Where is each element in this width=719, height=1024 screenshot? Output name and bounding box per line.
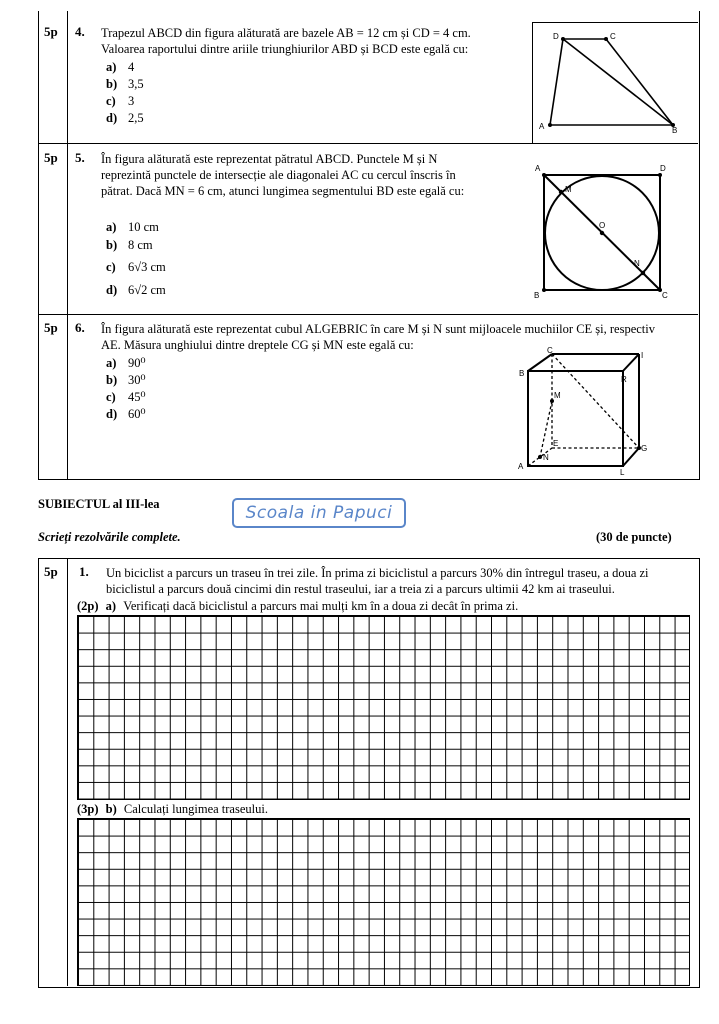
p1-part-b-text: Calculați lungimea traseului. [123, 802, 268, 816]
q6-text-line1: În figura alăturată este reprezentat cubul ALGEBRIC în care M și N sunt mijloacele muchiilor CE și, respectiv [101, 322, 655, 336]
p1-part-b-label: b) [105, 802, 117, 816]
option-value: 60⁰ [128, 407, 146, 421]
points-column-divider [67, 11, 68, 479]
option-value: 30⁰ [128, 373, 146, 387]
q5-option-b[interactable] [106, 237, 166, 254]
p1-points: 5p [44, 564, 58, 579]
problem1-points-divider [67, 558, 68, 986]
q4-trapezoid-figure [533, 23, 697, 141]
q5-label-c: C [662, 291, 668, 300]
p1-part-a-points: (2p) [77, 599, 99, 613]
q4-option-c[interactable] [106, 93, 144, 110]
q4-label-b: B [672, 126, 678, 135]
q6-label-a: A [518, 462, 524, 471]
q5-label-d: D [660, 164, 666, 173]
option-letter: b) [106, 238, 118, 252]
q5-label-b: B [534, 291, 540, 300]
q6-option-b[interactable] [106, 372, 146, 389]
q5-options [106, 219, 166, 299]
q5-option-c[interactable] [106, 259, 166, 276]
option-letter: d) [106, 283, 118, 297]
p1-part-a-text: Verificați dacă biciclistul a parcurs mai mulți km în a doua zi decât în prima zi. [123, 599, 519, 613]
option-value: 3 [128, 94, 135, 108]
option-letter: a) [106, 356, 117, 370]
q4-points: 5p [44, 24, 58, 39]
q4-label-a: A [539, 122, 545, 131]
q6-label-c: C [547, 346, 553, 355]
q6-option-c[interactable] [106, 389, 146, 406]
q4-label-c: C [610, 32, 616, 41]
answer-grid-b[interactable] [77, 818, 690, 986]
p1-number: 1. [79, 564, 89, 579]
option-value: 6√2 cm [128, 283, 166, 297]
section-title: SUBIECTUL al III-lea [38, 497, 160, 511]
q5-square-circle-figure [530, 160, 680, 300]
option-value: 90⁰ [128, 356, 146, 370]
q4-text-line1: Trapezul ABCD din figura alăturată are bazele AB = 12 cm și CD = 4 cm. [101, 26, 471, 40]
q5-number: 5. [75, 150, 85, 165]
q5-option-d[interactable] [106, 282, 166, 299]
q6-label-e: E [553, 439, 559, 448]
q4-option-a[interactable] [106, 59, 144, 76]
option-value: 8 cm [128, 238, 153, 252]
option-letter: b) [106, 373, 118, 387]
q6-label-l: L [620, 468, 625, 477]
q5-label-m: M [565, 185, 572, 194]
q4-option-d[interactable] [106, 110, 144, 127]
section-instructions: Scrieți rezolvările complete. [38, 530, 181, 544]
q6-label-n: N [543, 453, 549, 462]
option-value: 2,5 [128, 111, 144, 125]
option-letter: a) [106, 60, 117, 74]
option-letter: c) [106, 260, 116, 274]
q5-label-o: O [599, 221, 606, 230]
q6-label-g: G [641, 444, 648, 453]
q5-text-line2: reprezintă punctele de intersecție ale diagonalei AC cu cercul înscris în [101, 168, 456, 182]
q6-option-d[interactable] [106, 406, 146, 423]
p1-text-line2: biciclistul a parcurs două cincimi din restul traseului, iar a treia zi a parcurs ultimii 42 km ai traseului. [106, 582, 615, 596]
q5-label-n: N [634, 259, 640, 268]
q4-option-b[interactable] [106, 76, 144, 93]
option-letter: a) [106, 220, 117, 234]
p1-text-line1: Un biciclist a parcurs un traseu în trei zile. În prima zi biciclistul a parcurs 30% din întregul traseu, a doua zi [106, 566, 649, 580]
option-value: 3,5 [128, 77, 144, 91]
option-letter: d) [106, 111, 118, 125]
divider-q5-q6 [38, 314, 698, 315]
logo-text: Scoala in Papuci [245, 503, 393, 523]
q4-label-d: D [553, 32, 559, 41]
p1-part-a-label: a) [105, 599, 117, 613]
q6-text-line2: AE. Măsura unghiului dintre dreptele CG și MN este egală cu: [101, 338, 414, 352]
option-letter: d) [106, 407, 118, 421]
divider-q4-q5 [38, 143, 698, 144]
p1-part-a [77, 598, 518, 614]
q6-points: 5p [44, 320, 58, 335]
q5-label-a: A [535, 164, 541, 173]
option-value: 6√3 cm [128, 260, 166, 274]
section-total-points: (30 de puncte) [596, 530, 672, 544]
p1-part-b-points: (3p) [77, 802, 99, 816]
q5-text-line3: pătrat. Dacă MN = 6 cm, atunci lungimea segmentului BD este egală cu: [101, 184, 465, 198]
answer-grid-a[interactable] [77, 615, 690, 800]
q4-number: 4. [75, 24, 85, 39]
q5-points: 5p [44, 150, 58, 165]
site-logo [232, 498, 406, 528]
option-letter: b) [106, 77, 118, 91]
q6-number: 6. [75, 320, 85, 335]
q5-text-line1: În figura alăturată este reprezentat pătratul ABCD. Punctele M și N [101, 152, 438, 166]
q6-label-r: R [621, 375, 627, 384]
q6-option-a[interactable] [106, 355, 146, 372]
option-letter: c) [106, 94, 116, 108]
option-letter: c) [106, 390, 116, 404]
q6-options [106, 355, 146, 423]
option-value: 4 [128, 60, 135, 74]
q5-option-a[interactable] [106, 219, 166, 236]
q6-label-b: B [519, 369, 525, 378]
q6-label-i: I [641, 351, 644, 360]
q6-label-m: M [554, 391, 561, 400]
option-value: 45⁰ [128, 390, 146, 404]
option-value: 10 cm [128, 220, 159, 234]
p1-part-b [77, 801, 268, 817]
q6-cube-figure [515, 345, 665, 477]
q4-text-line2: Valoarea raportului dintre ariile triunghiurilor ABD și BCD este egală cu: [101, 42, 469, 56]
q4-options [106, 59, 144, 127]
